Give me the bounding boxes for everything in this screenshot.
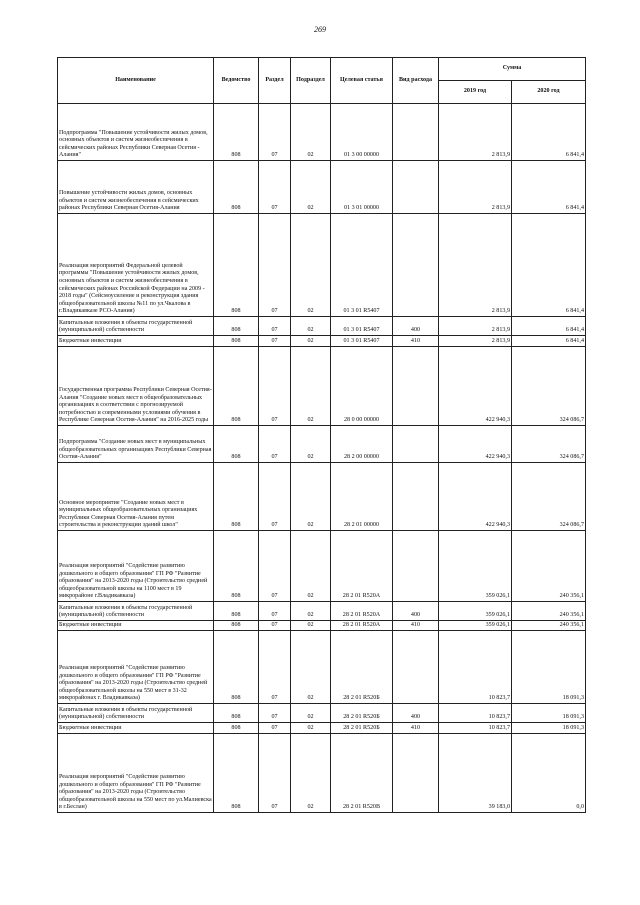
table-row xyxy=(58,723,586,734)
razdel-cell: 07 xyxy=(259,317,291,336)
expense-type-cell xyxy=(393,104,439,161)
page-number: 269 xyxy=(314,25,326,34)
expense-type-cell xyxy=(393,463,439,531)
razdel-cell: 07 xyxy=(259,426,291,463)
vedomstvo-cell: 808 xyxy=(214,463,259,531)
table-row xyxy=(58,104,586,161)
vedomstvo-cell: 808 xyxy=(214,161,259,214)
sum-2019-cell: 2 813,9 xyxy=(439,317,512,336)
podrazdel-cell: 02 xyxy=(291,463,331,531)
row-name-cell: Капитальные вложения в объекты государственной (муниципальной) собственности xyxy=(58,317,214,336)
sum-2019-cell: 422 940,3 xyxy=(439,463,512,531)
razdel-cell: 07 xyxy=(259,531,291,602)
expense-type-cell xyxy=(393,631,439,704)
target-cell: 28 2 01 R520A xyxy=(331,621,393,631)
podrazdel-cell: 02 xyxy=(291,621,331,631)
target-cell: 28 0 00 00000 xyxy=(331,347,393,426)
row-name-cell: Основное мероприятие "Создание новых мест в муниципальных общеобразовательных организациях Республики Северная Осетия-Алания путем строительства и реконструкции зданий школ" xyxy=(58,463,214,531)
razdel-cell: 07 xyxy=(259,621,291,631)
table-row xyxy=(58,317,586,336)
vedomstvo-cell: 808 xyxy=(214,214,259,317)
podrazdel-cell: 02 xyxy=(291,426,331,463)
sum-2020-cell: 0,0 xyxy=(512,734,586,813)
target-cell: 28 2 01 R520Б xyxy=(331,704,393,723)
header-2019: 2019 год xyxy=(439,81,512,104)
row-name-cell: Повышение устойчивости жилых домов, основных объектов и систем жизнеобеспечения в сейсмических районах Республики Северная Осетия-Алания xyxy=(58,161,214,214)
podrazdel-cell: 02 xyxy=(291,317,331,336)
sum-2020-cell: 240 356,1 xyxy=(512,621,586,631)
row-name-cell: Бюджетные инвестиции xyxy=(58,336,214,347)
sum-2019-cell: 2 813,9 xyxy=(439,104,512,161)
target-cell: 28 2 01 R520Б xyxy=(331,723,393,734)
target-cell: 28 2 01 R520Б xyxy=(331,631,393,704)
vedomstvo-cell: 808 xyxy=(214,602,259,621)
sum-2020-cell: 6 841,4 xyxy=(512,161,586,214)
razdel-cell: 07 xyxy=(259,336,291,347)
sum-2020-cell: 18 091,3 xyxy=(512,631,586,704)
row-name-cell: Реализация мероприятий "Содействие развитию дошкольного и общего образования" ГП РФ "Развитие образования" на 2013-2020 годы (Строительство общеобразовательной школы на 550 мест по ул.Малиевска в г.Беслан) xyxy=(58,734,214,813)
expense-type-cell: 410 xyxy=(393,621,439,631)
table-row xyxy=(58,161,586,214)
razdel-cell: 07 xyxy=(259,214,291,317)
sum-2019-cell: 10 823,7 xyxy=(439,631,512,704)
sum-2019-cell: 10 823,7 xyxy=(439,704,512,723)
sum-2019-cell: 422 940,3 xyxy=(439,426,512,463)
target-cell: 28 2 00 00000 xyxy=(331,426,393,463)
razdel-cell: 07 xyxy=(259,631,291,704)
sum-2019-cell: 10 823,7 xyxy=(439,723,512,734)
expense-type-cell xyxy=(393,531,439,602)
row-name-cell: Подпрограмма "Повышение устойчивости жилых домов, основных объектов и систем жизнеобеспечения в сейсмических районах Республики Северная Осетия - Алания" xyxy=(58,104,214,161)
row-name-cell: Реализация мероприятий "Содействие развитию дошкольного и общего образования" ГП РФ "Развитие образования" на 2013-2020 годы (Строительство средней общеобразовательной школы на 1100 мест в 19 микрорайоне г.Владикавказа) xyxy=(58,531,214,602)
header-vedomstvo: Ведомство xyxy=(214,58,259,104)
podrazdel-cell: 02 xyxy=(291,734,331,813)
sum-2020-cell: 324 086,7 xyxy=(512,426,586,463)
sum-2020-cell: 240 356,1 xyxy=(512,531,586,602)
row-name-cell: Бюджетные инвестиции xyxy=(58,621,214,631)
row-name-cell: Бюджетные инвестиции xyxy=(58,723,214,734)
sum-2019-cell: 359 026,1 xyxy=(439,531,512,602)
podrazdel-cell: 02 xyxy=(291,161,331,214)
target-cell: 28 2 01 R520В xyxy=(331,734,393,813)
podrazdel-cell: 02 xyxy=(291,704,331,723)
vedomstvo-cell: 808 xyxy=(214,723,259,734)
vedomstvo-cell: 808 xyxy=(214,317,259,336)
podrazdel-cell: 02 xyxy=(291,723,331,734)
sum-2020-cell: 6 841,4 xyxy=(512,104,586,161)
razdel-cell: 07 xyxy=(259,463,291,531)
vedomstvo-cell: 808 xyxy=(214,631,259,704)
budget-table xyxy=(57,57,586,813)
sum-2020-cell: 324 086,7 xyxy=(512,463,586,531)
target-cell: 28 2 01 R520A xyxy=(331,602,393,621)
sum-2020-cell: 18 091,3 xyxy=(512,704,586,723)
podrazdel-cell: 02 xyxy=(291,336,331,347)
sum-2020-cell: 18 091,3 xyxy=(512,723,586,734)
sum-2019-cell: 359 026,1 xyxy=(439,602,512,621)
podrazdel-cell: 02 xyxy=(291,104,331,161)
vedomstvo-cell: 808 xyxy=(214,426,259,463)
table-row xyxy=(58,704,586,723)
row-name-cell: Капитальные вложения в объекты государственной (муниципальной) собственности xyxy=(58,602,214,621)
target-cell: 01 3 01 R5407 xyxy=(331,336,393,347)
sum-2020-cell: 6 841,4 xyxy=(512,336,586,347)
expense-type-cell: 400 xyxy=(393,602,439,621)
header-expense-type: Вид расхода xyxy=(393,58,439,104)
sum-2019-cell: 2 813,9 xyxy=(439,161,512,214)
razdel-cell: 07 xyxy=(259,161,291,214)
vedomstvo-cell: 808 xyxy=(214,621,259,631)
table-row xyxy=(58,531,586,602)
podrazdel-cell: 02 xyxy=(291,602,331,621)
header-name: Наименование xyxy=(58,58,214,104)
row-name-cell: Реализация мероприятий Федеральной целевой программы "Повышение устойчивости жилых домов, основных объектов и систем жизнеобеспечения в сейсмических районах Российской Федерации на 2009 - 2018 годы" (Сейсмоусиление и реконструкция здания общеобразовательной школы №11 по ул.Чкалова в г.Владикавказе РСО-Алания) xyxy=(58,214,214,317)
expense-type-cell: 410 xyxy=(393,336,439,347)
table-row xyxy=(58,463,586,531)
vedomstvo-cell: 808 xyxy=(214,704,259,723)
target-cell: 01 3 01 R5407 xyxy=(331,214,393,317)
podrazdel-cell: 02 xyxy=(291,631,331,704)
vedomstvo-cell: 808 xyxy=(214,734,259,813)
razdel-cell: 07 xyxy=(259,704,291,723)
row-name-cell: Капитальные вложения в объекты государственной (муниципальной) собственности xyxy=(58,704,214,723)
header-target: Целевая статья xyxy=(331,58,393,104)
table-row xyxy=(58,347,586,426)
vedomstvo-cell: 808 xyxy=(214,336,259,347)
header-2020: 2020 год xyxy=(512,81,586,104)
sum-2019-cell: 2 813,9 xyxy=(439,214,512,317)
vedomstvo-cell: 808 xyxy=(214,347,259,426)
table-row xyxy=(58,734,586,813)
podrazdel-cell: 02 xyxy=(291,214,331,317)
expense-type-cell xyxy=(393,347,439,426)
table-row xyxy=(58,631,586,704)
podrazdel-cell: 02 xyxy=(291,531,331,602)
target-cell: 28 2 01 00000 xyxy=(331,463,393,531)
header-podrazdel: Подраздел xyxy=(291,58,331,104)
table-row xyxy=(58,336,586,347)
expense-type-cell: 400 xyxy=(393,317,439,336)
sum-2020-cell: 324 086,7 xyxy=(512,347,586,426)
podrazdel-cell: 02 xyxy=(291,347,331,426)
sum-2019-cell: 2 813,9 xyxy=(439,336,512,347)
table-row xyxy=(58,426,586,463)
vedomstvo-cell: 808 xyxy=(214,104,259,161)
table-row xyxy=(58,602,586,621)
target-cell: 28 2 01 R520A xyxy=(331,531,393,602)
sum-2020-cell: 6 841,4 xyxy=(512,317,586,336)
target-cell: 01 3 01 R5407 xyxy=(331,317,393,336)
razdel-cell: 07 xyxy=(259,347,291,426)
expense-type-cell: 410 xyxy=(393,723,439,734)
sum-2019-cell: 39 183,0 xyxy=(439,734,512,813)
header-sum: Сумма xyxy=(439,58,586,81)
header-razdel: Раздел xyxy=(259,58,291,104)
razdel-cell: 07 xyxy=(259,602,291,621)
row-name-cell: Подпрограмма "Создание новых мест в муниципальных общеобразовательных организациях Республики Северная Осетия-Алания" xyxy=(58,426,214,463)
table-row xyxy=(58,621,586,631)
expense-type-cell xyxy=(393,426,439,463)
razdel-cell: 07 xyxy=(259,734,291,813)
target-cell: 01 3 01 00000 xyxy=(331,161,393,214)
expense-type-cell xyxy=(393,161,439,214)
table-row xyxy=(58,214,586,317)
expense-type-cell xyxy=(393,734,439,813)
target-cell: 01 3 00 00000 xyxy=(331,104,393,161)
row-name-cell: Государственная программа Республики Северная Осетия-Алания "Создание новых мест в общеобразовательных организациях в соответствии с прогнозируемой потребностью и современными условиями обучения в Республике Северная Осетия-Алания" на 2016-2025 годы xyxy=(58,347,214,426)
sum-2020-cell: 240 356,1 xyxy=(512,602,586,621)
expense-type-cell: 400 xyxy=(393,704,439,723)
sum-2020-cell: 6 841,4 xyxy=(512,214,586,317)
razdel-cell: 07 xyxy=(259,104,291,161)
row-name-cell: Реализация мероприятий "Содействие развитию дошкольного и общего образования" ГП РФ "Развитие образования" на 2013-2020 годы (Строительство средней общеобразовательной школы на 550 мест в 31-32 микрорайонах г. Владикавказа) xyxy=(58,631,214,704)
razdel-cell: 07 xyxy=(259,723,291,734)
vedomstvo-cell: 808 xyxy=(214,531,259,602)
sum-2019-cell: 422 940,3 xyxy=(439,347,512,426)
sum-2019-cell: 359 026,1 xyxy=(439,621,512,631)
expense-type-cell xyxy=(393,214,439,317)
